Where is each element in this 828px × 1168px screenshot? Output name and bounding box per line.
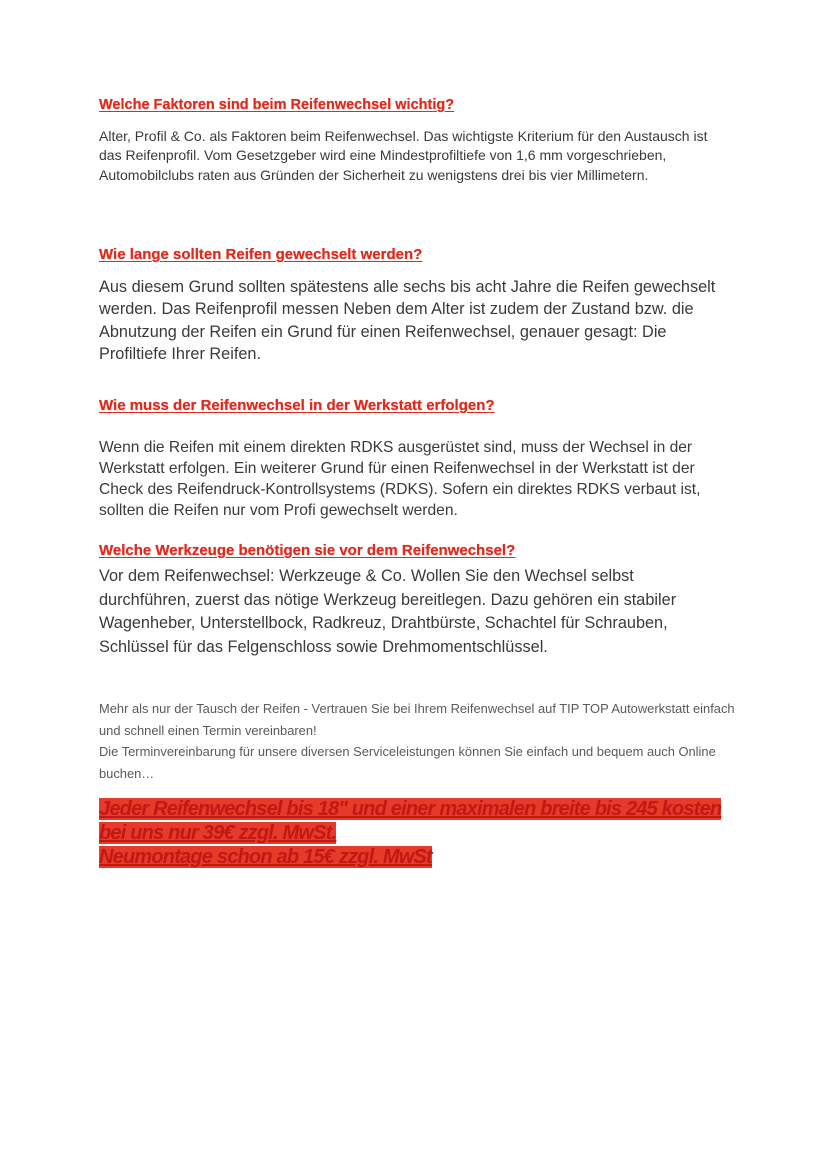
section-text-werkzeuge: Vor dem Reifenwechsel: Werkzeuge & Co. Wollen Sie den Wechsel selbst durchführen, zuerst das nötige Werkzeug bereitlegen. Dazu gehören ein stabiler Wagenheber, Unterstellbock, Radkreuz, Drahtbürste, Schachtel für Schrauben, Schlüssel für das Felgenschloss sowie Drehmomentschlüssel. xyxy=(99,567,677,656)
section-heading-wie-lange: Wie lange sollten Reifen gewechselt werden? xyxy=(99,246,423,263)
section-heading-faktoren: Welche Faktoren sind beim Reifenwechsel wichtig? xyxy=(99,97,455,113)
promo-line-reifenwechsel: Jeder Reifenwechsel bis 18" und einer maximalen breite bis 245 kosten bei uns nur 39€ zzgl. MwSt. xyxy=(99,798,722,844)
section-heading-werkzeuge: Welche Werkzeuge benötigen sie vor dem Reifenwechsel? xyxy=(99,542,516,559)
promo-block xyxy=(99,797,739,869)
section-heading-werkstatt: Wie muss der Reifenwechsel in der Werkstatt erfolgen? xyxy=(99,397,495,414)
info-line-online: Die Terminvereinbarung für unsere diversen Serviceleistungen können Sie einfach und bequem auch Online buchen… xyxy=(99,744,716,781)
section-text-faktoren: Alter, Profil & Co. als Faktoren beim Reifenwechsel. Das wichtigste Kriterium für den Austausch ist das Reifenprofil. Vom Gesetzgeber wird eine Mindestprofiltiefe von 1,6 mm vorgeschrieben, Automobilclubs raten aus Gründen der Sicherheit zu wenigstens drei bis vier Millimetern. xyxy=(99,128,708,183)
info-line-termin: Mehr als nur der Tausch der Reifen - Vertrauen Sie bei Ihrem Reifenwechsel auf TIP TOP Autowerkstatt einfach und schnell einen Termin vereinbaren! xyxy=(99,701,735,738)
section-text-wie-lange: Aus diesem Grund sollten spätestens alle sechs bis acht Jahre die Reifen gewechselt werden. Das Reifenprofil messen Neben dem Alter ist zudem der Zustand bzw. die Abnutzung der Reifen ein Grund für einen Reifenwechsel, genauer gesagt: Die Profiltiefe Ihrer Reifen. xyxy=(99,278,716,363)
promo-line-neumontage: Neumontage schon ab 15€ zzgl. MwSt xyxy=(99,846,432,868)
section-text-werkstatt: Wenn die Reifen mit einem direkten RDKS ausgerüstet sind, muss der Wechsel in der Werkstatt erfolgen. Ein weiterer Grund für einen Reifenwechsel in der Werkstatt ist der Check des Reifendruck-Kontrollsystems (RDKS). Sofern ein direktes RDKS verbaut ist, sollten die Reifen nur vom Profi gewechselt werden. xyxy=(99,439,701,519)
info-block xyxy=(99,698,739,784)
